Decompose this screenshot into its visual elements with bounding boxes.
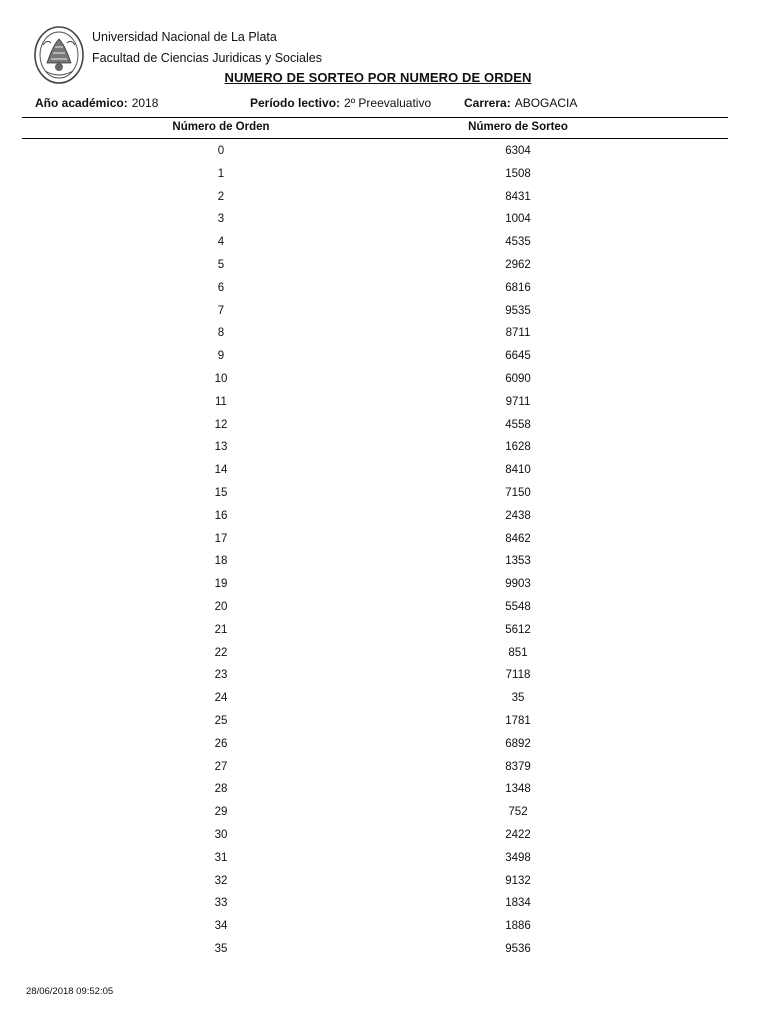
- order-number: 26: [214, 737, 228, 750]
- table-row: [0, 278, 768, 301]
- order-number: 9: [217, 350, 225, 363]
- table-row: [0, 506, 768, 529]
- table-row: [0, 779, 768, 802]
- table-row: [0, 848, 768, 871]
- draw-number: 1004: [505, 213, 531, 226]
- order-number: 28: [214, 783, 228, 796]
- table-row: [0, 871, 768, 894]
- header-rule-bottom: [22, 138, 728, 139]
- document-title: NUMERO DE SORTEO POR NUMERO DE ORDEN: [224, 70, 532, 85]
- draw-number: 1508: [505, 167, 531, 180]
- table-row: [0, 301, 768, 324]
- draw-number: 6892: [505, 737, 531, 750]
- order-number: 11: [215, 395, 227, 408]
- draw-number: 9535: [505, 304, 531, 317]
- draw-number: 6816: [505, 281, 531, 294]
- draw-number: 8711: [505, 327, 531, 340]
- order-number: 14: [214, 464, 228, 477]
- table-row: [0, 369, 768, 392]
- order-number: 0: [217, 145, 225, 157]
- academic-period: [250, 96, 431, 110]
- order-number: 22: [214, 646, 228, 659]
- draw-number: 8410: [505, 464, 531, 477]
- draw-number: 3498: [505, 851, 531, 864]
- table-row: [0, 734, 768, 757]
- header-rule-top: [22, 117, 728, 118]
- order-number: 8: [217, 327, 225, 340]
- career: [464, 96, 577, 110]
- table-row: [0, 232, 768, 255]
- order-number: 33: [214, 897, 228, 910]
- table-row: [0, 620, 768, 643]
- order-number: 25: [214, 714, 228, 727]
- order-number: 13: [214, 441, 228, 454]
- career-value: ABOGACIA: [514, 96, 578, 110]
- draw-number: 1348: [505, 783, 531, 796]
- draw-number: 7118: [505, 669, 531, 682]
- faculty-name: Facultad de Ciencias Juridicas y Sociales: [92, 51, 322, 65]
- table-row: [0, 711, 768, 734]
- draw-number: 7150: [505, 486, 531, 499]
- order-number: 34: [214, 920, 228, 933]
- academic-period-label: Período lectivo:: [250, 96, 341, 110]
- draw-number: 1886: [505, 920, 531, 933]
- table-row: [0, 916, 768, 939]
- order-number: 3: [217, 213, 225, 226]
- table-row: [0, 665, 768, 688]
- draw-number: 6090: [505, 372, 531, 385]
- table-row: [0, 460, 768, 483]
- table-row: [0, 209, 768, 232]
- draw-number: 5612: [505, 623, 531, 636]
- print-timestamp: 28/06/2018 09:52:05: [26, 986, 114, 997]
- column-header-sorteo: Número de Sorteo: [468, 121, 568, 133]
- academic-period-value: 2º Preevaluativo: [344, 96, 432, 110]
- draw-number: 9132: [505, 874, 531, 887]
- table-row: [0, 688, 768, 711]
- order-number: 19: [214, 578, 228, 591]
- order-number: 2: [217, 190, 225, 203]
- table-row: [0, 939, 768, 962]
- table-row: [0, 415, 768, 438]
- table-row: [0, 597, 768, 620]
- order-number: 23: [214, 669, 228, 682]
- table-row: [0, 392, 768, 415]
- order-number: 17: [214, 532, 228, 545]
- draw-number: 8379: [505, 760, 531, 773]
- order-number: 4: [217, 236, 225, 249]
- order-number: 5: [217, 258, 225, 271]
- table-row: [0, 346, 768, 369]
- order-number: 15: [214, 486, 228, 499]
- draw-number: 9536: [505, 942, 531, 955]
- order-number: 7: [217, 304, 225, 317]
- table-row: [0, 574, 768, 597]
- order-number: 30: [214, 828, 228, 841]
- table-row: [0, 643, 768, 666]
- draw-number: 8431: [505, 190, 531, 203]
- draw-number: 2438: [505, 509, 531, 522]
- order-number: 29: [214, 806, 228, 819]
- draw-number: 752: [508, 806, 528, 819]
- order-number: 6: [217, 281, 225, 294]
- order-number: 20: [214, 600, 228, 613]
- draw-number: 9711: [505, 395, 531, 408]
- order-number: 1: [217, 167, 225, 180]
- table-row: [0, 437, 768, 460]
- order-number: 31: [214, 851, 228, 864]
- table-row: [0, 483, 768, 506]
- order-number: 10: [214, 372, 228, 385]
- draw-number: 1353: [505, 555, 531, 568]
- table-row: [0, 529, 768, 552]
- draw-number: 2422: [505, 828, 531, 841]
- academic-year: [35, 96, 158, 110]
- draw-number: 6304: [505, 145, 531, 157]
- career-label: Carrera:: [464, 96, 511, 110]
- results-table: [0, 141, 768, 962]
- draw-number: 5548: [505, 600, 531, 613]
- academic-year-label: Año académico:: [35, 96, 128, 110]
- order-number: 12: [214, 418, 228, 431]
- table-row: [0, 551, 768, 574]
- order-number: 32: [214, 874, 228, 887]
- draw-number: 4535: [505, 236, 531, 249]
- order-number: 24: [214, 692, 228, 705]
- order-number: 21: [214, 623, 228, 636]
- table-row: [0, 187, 768, 210]
- draw-number: 1628: [505, 441, 531, 454]
- order-number: 35: [214, 942, 228, 955]
- table-row: [0, 893, 768, 916]
- draw-number: 2962: [505, 258, 531, 271]
- draw-number: 6645: [505, 350, 531, 363]
- draw-number: 4558: [505, 418, 531, 431]
- order-number: 27: [214, 760, 228, 773]
- draw-number: 1781: [505, 714, 531, 727]
- column-header-orden: Número de Orden: [172, 121, 270, 133]
- table-row: [0, 164, 768, 187]
- table-row: [0, 757, 768, 780]
- draw-number: 8462: [505, 532, 531, 545]
- order-number: 18: [214, 555, 228, 568]
- table-row: [0, 255, 768, 278]
- table-row: [0, 141, 768, 164]
- university-name: Universidad Nacional de La Plata: [92, 30, 277, 44]
- draw-number: 1834: [505, 897, 531, 910]
- draw-number: 35: [511, 692, 525, 705]
- academic-year-value: 2018: [131, 96, 159, 110]
- table-row: [0, 825, 768, 848]
- draw-number: 9903: [505, 578, 531, 591]
- draw-number: 851: [508, 646, 528, 659]
- table-row: [0, 323, 768, 346]
- table-row: [0, 802, 768, 825]
- order-number: 16: [214, 509, 228, 522]
